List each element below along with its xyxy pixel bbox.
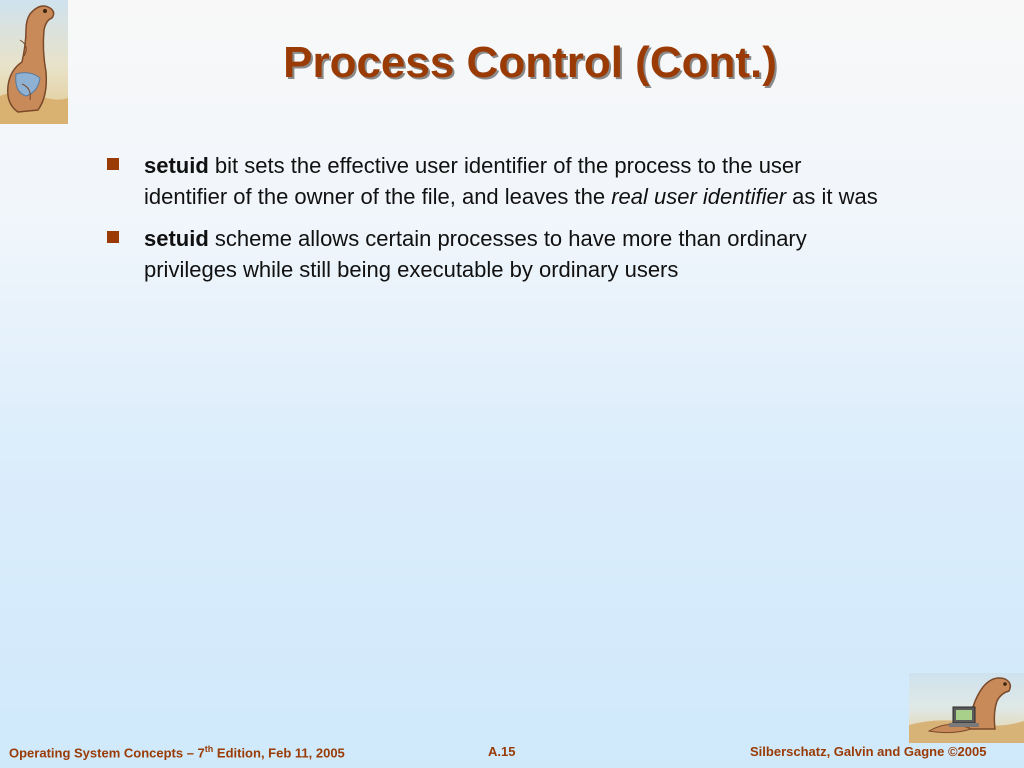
footer-copyright: Silberschatz, Galvin and Gagne ©2005 [750, 744, 987, 759]
footer-book-title: Operating System Concepts – 7th Edition, Feb 11, 2005 [9, 744, 345, 761]
slide-title: Process Control (Cont.) [283, 38, 777, 87]
square-bullet-icon [107, 158, 119, 170]
bullet-text: bit sets the effective user identifier of the process to the user identifier of the owner of the file, and leaves the [144, 153, 802, 209]
bullet-keyword: setuid [144, 153, 209, 178]
square-bullet-icon [107, 231, 119, 243]
bullet-list [106, 150, 886, 296]
bullet-emphasis: real user identifier [611, 184, 787, 209]
bullet-item [106, 150, 886, 212]
bullet-text-end: as it was [786, 184, 878, 209]
bullet-text: scheme allows certain processes to have more than ordinary privileges while still being executable by ordinary users [144, 226, 807, 282]
bullet-keyword: setuid [144, 226, 209, 251]
footer-page-number: A.15 [488, 744, 516, 759]
dinosaur-laptop-logo-icon [909, 673, 1024, 743]
bullet-item [106, 223, 886, 285]
